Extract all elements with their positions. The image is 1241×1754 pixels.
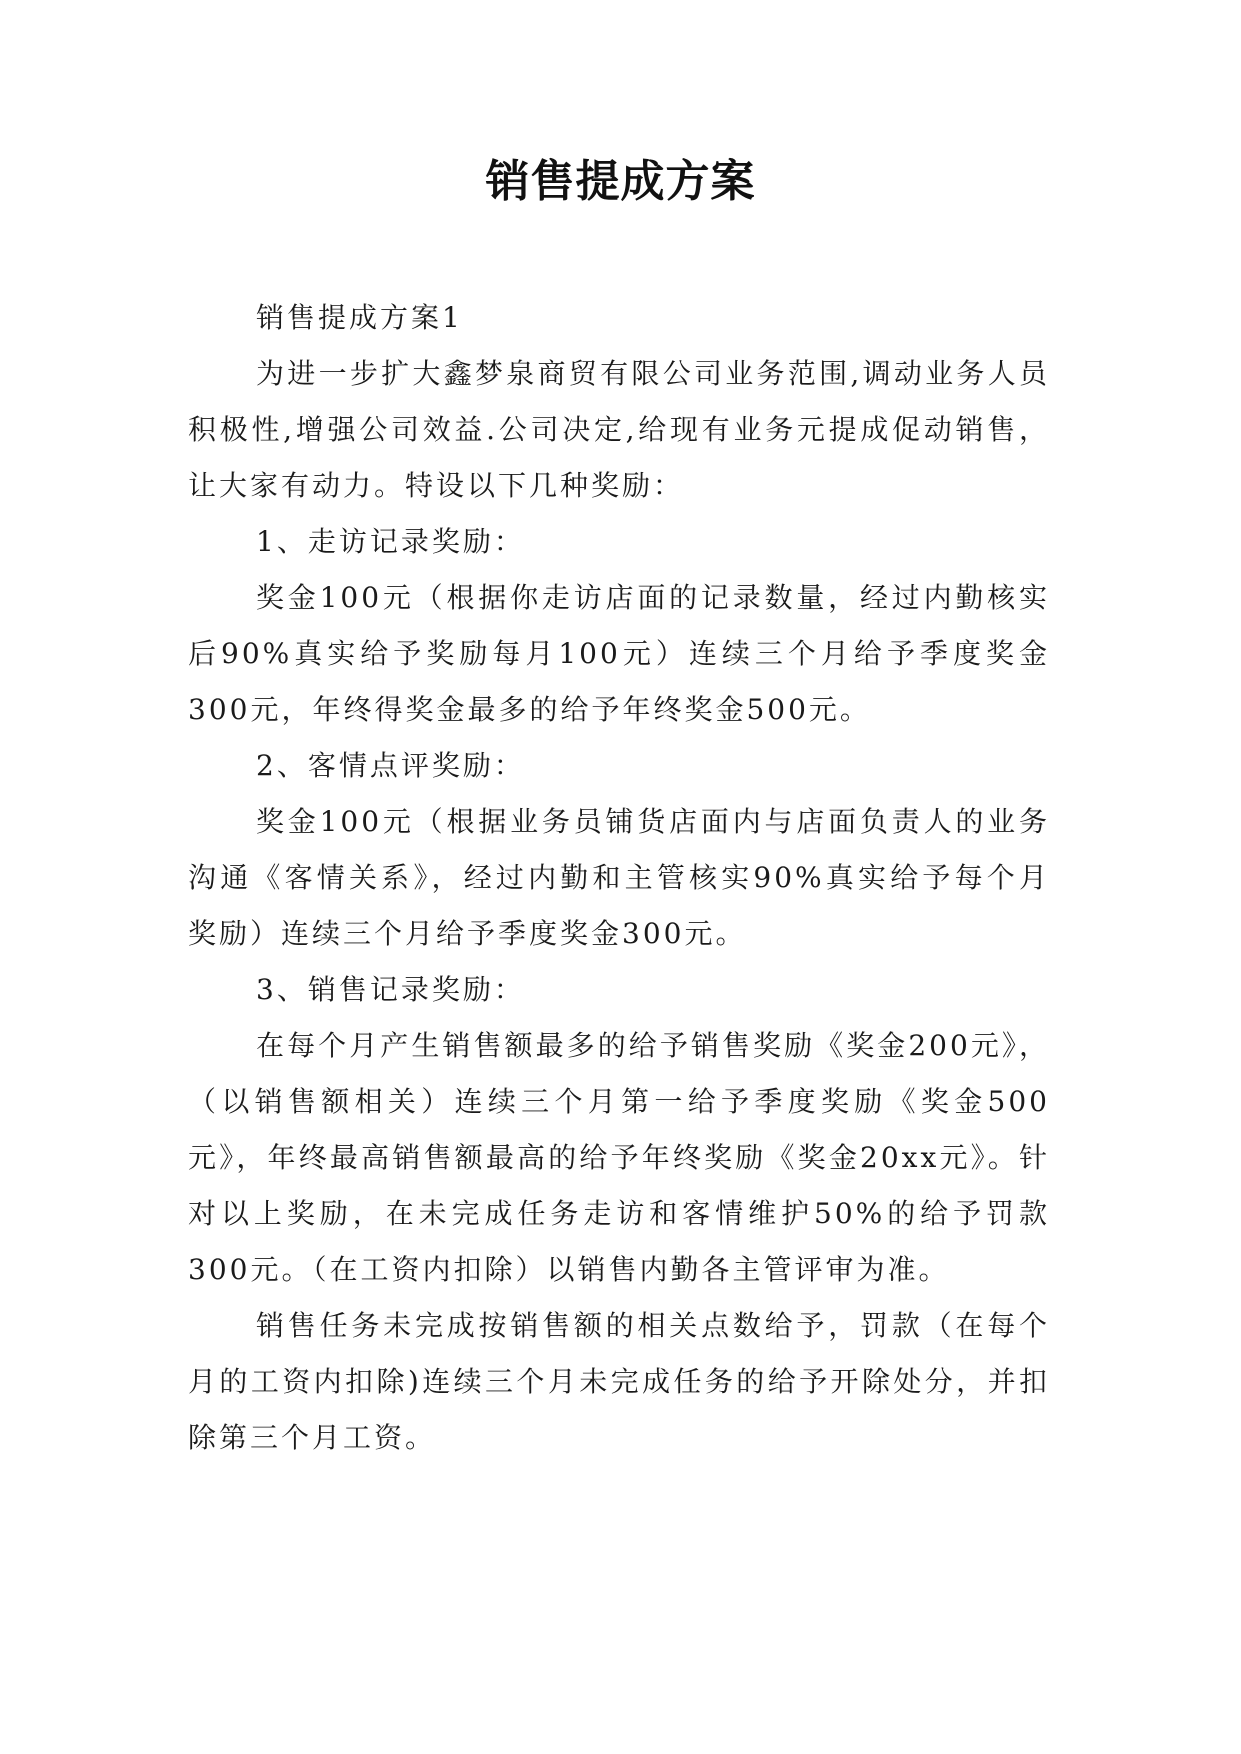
paragraph-item-3-body: 在每个月产生销售额最多的给予销售奖励《奖金200元》，（以销售额相关）连续三个月第一给予季度奖励《奖金500元》，年终最高销售额最高的给予年终奖励《奖金20xx元》。针对以上奖励，在未完成任务走访和客情维护50%的给予罚款300元。（在工资内扣除）以销售内勤各主管评审为准。: [188, 1029, 1050, 1286]
paragraph-intro: 为进一步扩大鑫梦泉商贸有限公司业务范围,调动业务人员积极性,增强公司效益.公司决定,给现有业务元提成促动销售，让大家有动力。特设以下几种奖励：: [188, 357, 1050, 502]
paragraph-item-2-title: 2、客情点评奖励：: [256, 749, 525, 782]
document-body: [188, 290, 1050, 1466]
paragraph-item-2-body: 奖金100元（根据业务员铺货店面内与店面负责人的业务沟通《客情关系》，经过内勤和主管核实90%真实给予每个月奖励）连续三个月给予季度奖金300元。: [188, 805, 1050, 950]
paragraph-item-1-title: 1、走访记录奖励：: [256, 525, 525, 558]
paragraph-item-1-body: 奖金100元（根据你走访店面的记录数量，经过内勤核实后90%真实给予奖励每月100元）连续三个月给予季度奖金300元，年终得奖金最多的给予年终奖金500元。: [188, 581, 1050, 726]
document-title: 销售提成方案: [485, 156, 756, 207]
paragraph-penalty: 销售任务未完成按销售额的相关点数给予，罚款（在每个月的工资内扣除)连续三个月未完成任务的给予开除处分，并扣除第三个月工资。: [188, 1309, 1050, 1454]
paragraph-heading: 销售提成方案1: [256, 301, 463, 334]
paragraph-item-3-title: 3、销售记录奖励：: [256, 973, 525, 1006]
